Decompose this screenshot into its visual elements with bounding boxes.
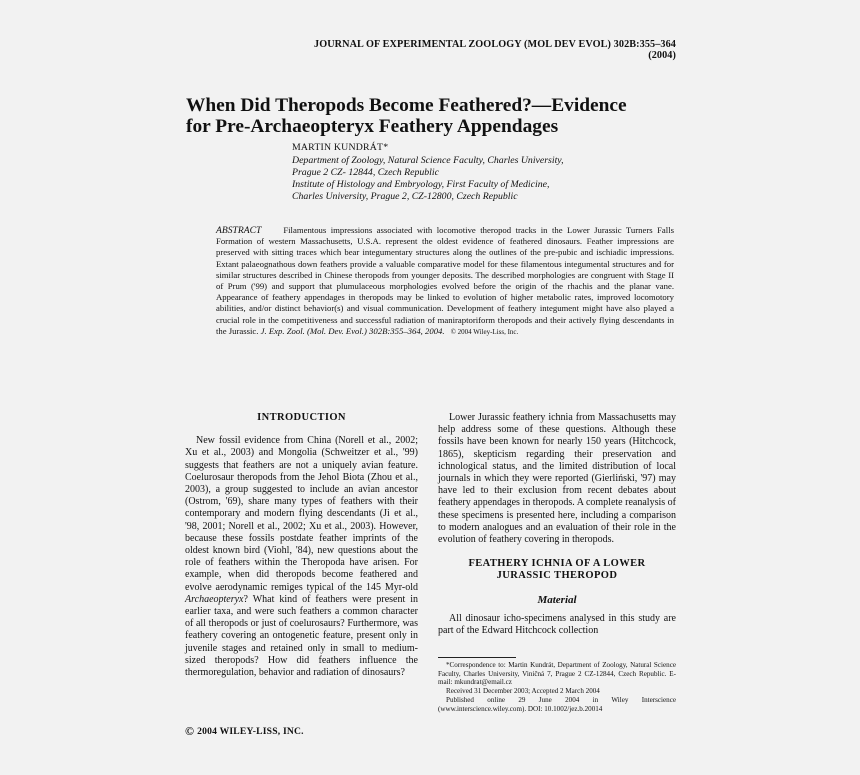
section-heading-line-1: FEATHERY ICHNIA OF A LOWER <box>468 558 646 570</box>
footnote-correspondence: *Correspondence to: Martin Kundrát, Department of Zoology, Natural Science Faculty, Charles University, Viničná 7, Prague 2 CZ-12844, Czech Republic. E-mail: mkundrat@email.cz <box>438 661 676 687</box>
article-title <box>186 95 686 137</box>
section-heading-line-2: JURASSIC THEROPOD <box>496 570 618 582</box>
copyright-text: 2004 WILEY-LISS, INC. <box>197 726 304 737</box>
author-name: MARTIN KUNDRÁT* <box>292 142 389 153</box>
affiliation-line-4: Charles University, Prague 2, CZ-12800, Czech Republic <box>292 191 518 202</box>
title-line-2: for Pre-Archaeopteryx Feathery Appendages <box>186 116 559 137</box>
copyright-symbol: © <box>185 724 195 738</box>
abstract-label: ABSTRACT <box>216 225 262 236</box>
intro-genus-name: Archaeopteryx <box>185 593 244 605</box>
page-copyright <box>185 724 304 739</box>
footnote-received: Received 31 December 2003; Accepted 2 March 2004 <box>446 687 600 696</box>
abstract <box>216 225 674 338</box>
material-subheading: Material <box>537 593 577 606</box>
footnote-divider <box>438 657 516 658</box>
footnotes <box>438 661 676 713</box>
right-column <box>438 412 676 637</box>
material-paragraph: All dinosaur icho-specimens analysed in this study are part of the Edward Hitchcock collection <box>438 612 676 637</box>
abstract-citation: J. Exp. Zool. (Mol. Dev. Evol.) 302B:355–364, 2004. <box>260 325 445 336</box>
title-line-1: When Did Theropods Become Feathered?—Evidence <box>186 95 627 116</box>
affiliation-line-1: Department of Zoology, Natural Science Faculty, Charles University, <box>292 155 564 166</box>
journal-header: JOURNAL OF EXPERIMENTAL ZOOLOGY (MOL DEV EVOL) 302B:355–364 (2004) <box>314 39 676 61</box>
affiliation-line-3: Institute of Histology and Embryology, First Faculty of Medicine, <box>292 179 550 190</box>
introduction-heading: INTRODUCTION <box>257 412 346 423</box>
intro-text-a: New fossil evidence from China (Norell et al., 2002; Xu et al., 2003) and Mongolia (Schweitzer et al., '99) suggests that feathers are not a uniquely avian feature. Coelurosaur theropods from the Jehol Biota (Zhou et al., 2003), a group suggested to include an avian ancestor (Ostrom, '69), share many types of feathers with their contemporary and modern flying descendants (Ji et al., '98, 2001; Norell et al., 2002; Xu et al., 2003). However, because these fossils postdate feather imprints of the oldest known bird (Viohl, '84), new questions about the role of feathers within the Theropoda have arisen. For example, when did theropods become feathered and evolve aerodynamic remiges typical of the 145 Myr-old <box>185 435 418 593</box>
footnote-published: Published online 29 June 2004 in Wiley Interscience (www.interscience.wiley.com). DOI: 10.1002/jez.b.20014 <box>438 695 676 713</box>
abstract-copyright: © 2004 Wiley-Liss, Inc. <box>450 327 519 336</box>
introduction-paragraph-2: Lower Jurassic feathery ichnia from Massachusetts may help address some of these questions. Although these fossils have been known for nearly 150 years (Hitchcock, 1865), skepticism regarding their preservation and ichnological status, and the limited distribution of local journals in which they were reported (Gierliński, '97) may have led to their exclusion from recent debates about feathery appendages in theropods. A complete reanalysis of these specimens is presented here, including a comparison to modern analogues and an evaluation of their role in the evolution of feathery covering in theropods. <box>438 412 676 546</box>
affiliation-line-2: Prague 2 CZ- 12844, Czech Republic <box>292 167 439 178</box>
abstract-text: Filamentous impressions associated with locomotive theropod tracks in the Lower Jurassic Turners Falls Formation of western Massachusetts, U.S.A. represent the oldest evidence of feathered dinosaurs. Feather impressions are preserved with sitting traces which bear integumentary structures along the outlines of the pre-pubic and ischiadic impressions. Extant palaeognathous down feathers provide a valuable comparative model for these filamentous integumental structures and for similar structures described in Chinese theropods from younger deposits. The described morphologies are congruent with Stage II of Prum ('99) and support that plumulaceous morphologies evolved before the origin of the rhachis and the planar vane. Appearance of feathery appendages in theropods may be linked to evolution of higher metabolic rates, improved locomotory abilities, and/or distinct behavior(s) and visual communication. Development of feathery integument might have also played a crucial role in the competitiveness and successful radiation of maniraptoriform theropods and their actively flying descendants in the Jurassic. <box>216 225 674 336</box>
introduction-paragraph-1 <box>185 435 418 679</box>
left-column <box>185 408 418 679</box>
intro-text-b: ? What kind of feathers were present in earlier taxa, and were such feathers a common character of all theropods or just of coelurosaurs? Furthermore, was feathery covering an ontogenetic feature, present only in juvenile stages and retained only in small to medium-sized theropods? How did feathers influence the thermoregulation, behavior and radiation of dinosaurs? <box>185 593 418 679</box>
